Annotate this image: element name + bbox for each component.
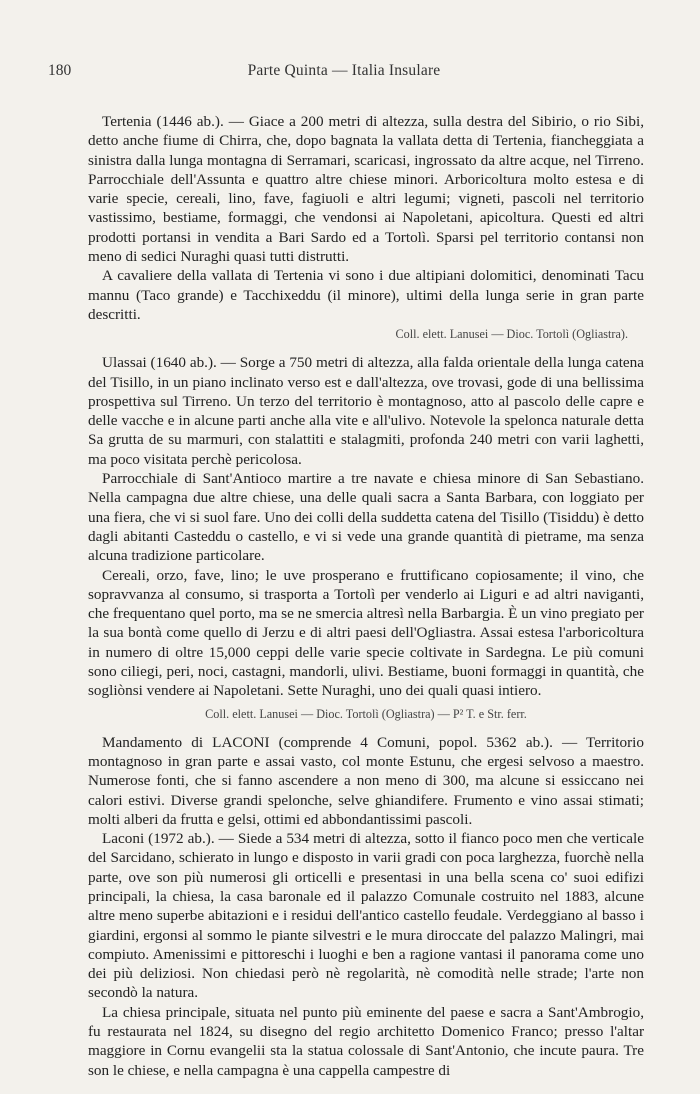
paragraph-tertenia: Tertenia (1446 ab.). — Giace a 200 metri di altezza, sulla destra del Sibirio, o rio Sibi, detto anche fiume di Chirra, che, dopo bagnata la vallata detta di Tertenia, fiancheggiata a sinistra dalla lunga montagna di Serramari, scaricasi, ingrossato da altre acque, nel Tirreno. Parrocchiale dell'Assunta e quattro altre chiese minori. Arboricoltura molto estesa e di varie specie, cereali, lino, fave, fagiuoli e altri legumi; vigneti, pascoli nel territorio vastissimo, bestiame, formaggi, che vendonsi ai Napoletani, apicoltura. Questi ed altri prodotti portansi in vendita a Bari Sardo ed a Tortolì. Sparsi pel territorio contansi non meno di sedici Nuraghi quasi tutti distrutti. (88, 113, 644, 266)
footnote-ulassai: Coll. elett. Lanusei — Dioc. Tortolì (Ogliastra) — P² T. e Str. ferr. (205, 706, 527, 721)
footnote-tertenia: Coll. elett. Lanusei — Dioc. Tortolì (Ogliastra). (395, 327, 628, 342)
paragraph-laconi: Laconi (1972 ab.). — Siede a 534 metri di altezza, sotto il fianco poco men che verticale del Sarcidano, schierato in lungo e disposto in varii gradi con poca larghezza, fuorchè nella parte, ove son più numerosi gli orticelli e presentasi in una bella scena co' suoi edifizi principali, la chiesa, la casa baronale ed il palazzo Comunale costruito nel 1883, alcune altre meno superbe abitazioni e i residui dell'antico castello feudale. Verdeggiano al basso i giardini, ergonsi al sommo le piante silvestri e le mura diroccate del palazzo Malingri, mai compiuto. Amenissimi e pittoreschi i luoghi e ben a ragione vantasi il panorama come uno dei più deliziosi. Non chiedasi però nè regolarità, nè comodità nelle strade; l'arte non secondò la natura. (88, 830, 644, 1002)
paragraph-tertenia-altipiani: A cavaliere della vallata di Tertenia vi sono i due altipiani dolomitici, denominati Tacu mannu (Taco grande) e Tacchixeddu (il minore), ultimi della lunga serie in gran parte descritti. (88, 267, 644, 323)
running-title: Parte Quinta — Italia Insulare (247, 62, 441, 79)
page-number: 180 (48, 62, 72, 79)
page-body (88, 112, 644, 1080)
paragraph-laconi-chiesa: La chiesa principale, situata nel punto più eminente del paese e sacra a Sant'Ambrogio, fu restaurata nel 1824, su disegno del regio architetto Domenico Franco; presso l'altar maggiore in Cornu evangelii sta la statua colossale di Sant'Antonio, che incute paura. Tre son le chiese, e nella campagna è una cappella campestre di (88, 1003, 644, 1079)
paragraph-ulassai: Ulassai (1640 ab.). — Sorge a 750 metri di altezza, alla falda orientale della lunga catena del Tisillo, in un piano inclinato verso est e dall'altezza, ove trovasi, gode di una bellissima prospettiva sul Tirreno. Un terzo del territorio è montagnoso, atto al pascolo delle capre e delle vacche e in alcune parti anche alla vite e all'ulivo. Notevole la spelonca naturale detta Sa grutta de su marmuri, con stalattiti e stalagmiti, profonda 240 metri con varii laghetti, ma poco visitata perchè pericolosa. (88, 354, 644, 468)
paragraph-mandamento-laconi: Mandamento di LACONI (comprende 4 Comuni, popol. 5362 ab.). — Territorio montagnoso in gran parte e assai vasto, col monte Estunu, che ergesi selvoso a maestro. Numerose fonti, che si fanno ascendere a non meno di 300, ma alcune si essiccano nei calori estivi. Diverse grandi spelonche, selve ghiandifere. Frumento e vino assai stimati; molti alberi da frutta e gelsi, ottimi ed abbondantissimi pascoli. (88, 733, 644, 828)
paragraph-ulassai-chiese: Parrocchiale di Sant'Antioco martire a tre navate e chiesa minore di San Sebastiano. Nella campagna due altre chiese, una delle quali sacra a Santa Barbara, con loggiato per una fiera, che vi si suol fare. Uno dei colli della suddetta catena del Tisillo (Tisiddu) è detto dagli abitanti Casteddu o castello, e vi si vede una grande quantità di pietrame, ma senza alcuna tradizione particolare. (88, 470, 644, 565)
paragraph-ulassai-prodotti: Cereali, orzo, fave, lino; le uve prosperano e fruttificano copiosamente; il vino, che sopravvanza al consumo, si trasporta a Tortolì per venderlo ai Liguri e ad altri naviganti, che frequentano quel porto, ma se ne smercia altresì nella Barbargia. È un vino pregiato per la sua bontà come quello di Jerzu e di altri paesi dell'Ogliastra. Assai estesa l'arboricoltura in numero di oltre 15,000 ceppi delle varie specie coltivate in Sardegna. Le più comuni sono ciliegi, peri, noci, castagni, mandorli, ulivi. Bestiame, buoni formaggi in quantità, che sogliònsi vendere ai Napoletani. Sette Nuraghi, uno dei quali quasi intiero. (88, 566, 644, 700)
